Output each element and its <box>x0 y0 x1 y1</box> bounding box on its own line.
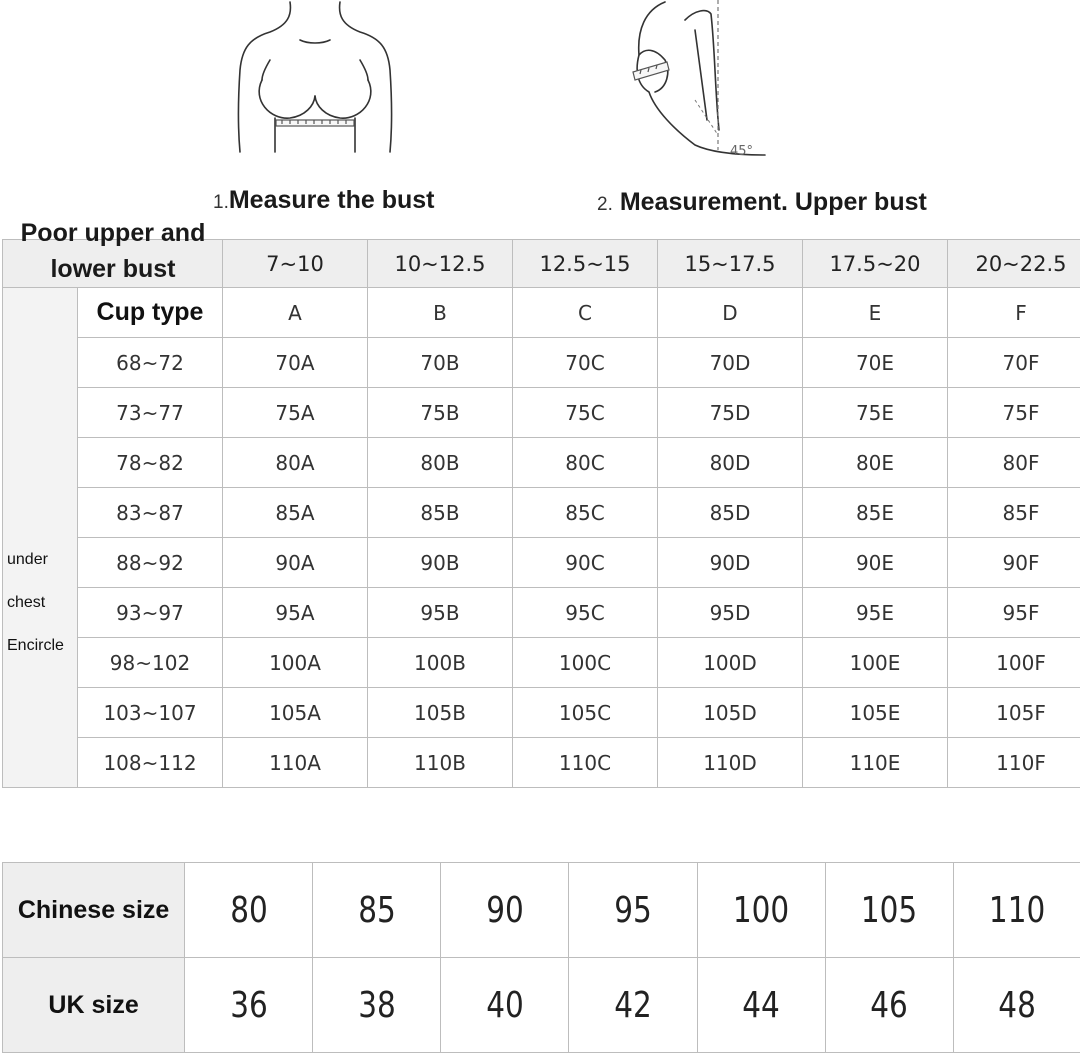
size-cell: 110C <box>513 738 658 788</box>
band-range-cell: 83~87 <box>78 488 223 538</box>
size-cell: 90D <box>658 538 803 588</box>
size-cell: 80B <box>368 438 513 488</box>
uk-size-cell: 38 <box>324 958 429 1053</box>
chinese-size-cell: 100 <box>709 863 814 958</box>
difference-cell: 15~17.5 <box>658 240 803 288</box>
size-cell: 75E <box>803 388 948 438</box>
size-cell: 105E <box>803 688 948 738</box>
size-cell: 85A <box>223 488 368 538</box>
size-cell: 85E <box>803 488 948 538</box>
bra-size-chart <box>2 239 1080 788</box>
table-row <box>3 488 1080 538</box>
size-cell: 100A <box>223 638 368 688</box>
size-cell: 75C <box>513 388 658 438</box>
size-cell: 90F <box>948 538 1080 588</box>
size-cell: 100B <box>368 638 513 688</box>
band-range-cell: 88~92 <box>78 538 223 588</box>
band-range-cell: 68~72 <box>78 338 223 388</box>
band-range-cell: 78~82 <box>78 438 223 488</box>
difference-cell: 20~22.5 <box>948 240 1080 288</box>
cup-cell: E <box>803 288 948 338</box>
table-row <box>3 338 1080 388</box>
size-cell: 95B <box>368 588 513 638</box>
side-torso-tape-icon <box>615 0 785 165</box>
cup-cell: B <box>368 288 513 338</box>
size-cell: 75F <box>948 388 1080 438</box>
corner-label: Poor upper and lower bust <box>20 219 206 283</box>
size-cell: 70B <box>368 338 513 388</box>
size-cell: 75A <box>223 388 368 438</box>
table-row <box>3 438 1080 488</box>
size-cell: 100E <box>803 638 948 688</box>
size-cell: 105C <box>513 688 658 738</box>
table-row <box>3 538 1080 588</box>
size-cell: 105A <box>223 688 368 738</box>
step-2-number: 2. <box>597 194 613 215</box>
size-cell: 95A <box>223 588 368 638</box>
side-label-line: chest <box>7 594 46 611</box>
band-range-cell: 108~112 <box>78 738 223 788</box>
size-cell: 90E <box>803 538 948 588</box>
chinese-size-cell: 105 <box>837 863 942 958</box>
size-cell: 80D <box>658 438 803 488</box>
table-row <box>3 388 1080 438</box>
size-cell: 110F <box>948 738 1080 788</box>
size-cell: 80F <box>948 438 1080 488</box>
size-cell: 80C <box>513 438 658 488</box>
size-cell: 95E <box>803 588 948 638</box>
band-range-cell: 98~102 <box>78 638 223 688</box>
size-cell: 100F <box>948 638 1080 688</box>
size-cell: 110D <box>658 738 803 788</box>
size-cell: 85C <box>513 488 658 538</box>
cup-cell: C <box>513 288 658 338</box>
uk-size-cell: 40 <box>452 958 557 1053</box>
uk-size-cell: 36 <box>196 958 301 1053</box>
size-cell: 80A <box>223 438 368 488</box>
size-cell: 70D <box>658 338 803 388</box>
size-cell: 85D <box>658 488 803 538</box>
size-cell: 95F <box>948 588 1080 638</box>
size-cell: 80E <box>803 438 948 488</box>
front-torso-tape-icon <box>230 0 400 160</box>
size-cell: 70F <box>948 338 1080 388</box>
table-row <box>3 638 1080 688</box>
difference-cell: 12.5~15 <box>513 240 658 288</box>
band-range-cell: 103~107 <box>78 688 223 738</box>
uk-size-cell: 42 <box>581 958 686 1053</box>
size-cell: 110E <box>803 738 948 788</box>
size-cell: 70C <box>513 338 658 388</box>
difference-cell: 17.5~20 <box>803 240 948 288</box>
size-cell: 85B <box>368 488 513 538</box>
chinese-size-cell: 90 <box>452 863 557 958</box>
under-chest-label <box>3 288 78 788</box>
size-cell: 90A <box>223 538 368 588</box>
chinese-size-label: Chinese size <box>3 863 185 958</box>
size-cell: 100D <box>658 638 803 688</box>
uk-size-label: UK size <box>3 958 185 1053</box>
step-1-number: 1. <box>213 192 229 213</box>
size-cell: 75D <box>658 388 803 438</box>
step-2-caption <box>597 188 927 217</box>
size-cell: 85F <box>948 488 1080 538</box>
table-row <box>3 688 1080 738</box>
band-range-cell: 73~77 <box>78 388 223 438</box>
cup-type-row <box>3 288 1080 338</box>
table-row <box>3 588 1080 638</box>
size-conversion-table <box>2 862 1080 1053</box>
size-cell: 105F <box>948 688 1080 738</box>
table-row <box>3 738 1080 788</box>
step-1-label: Measure the bust <box>228 186 435 214</box>
size-cell: 105B <box>368 688 513 738</box>
uk-size-cell: 48 <box>965 958 1070 1053</box>
side-label-line: Encircle <box>7 637 64 654</box>
size-cell: 90B <box>368 538 513 588</box>
cup-cell: D <box>658 288 803 338</box>
size-cell: 100C <box>513 638 658 688</box>
size-cell: 70E <box>803 338 948 388</box>
size-cell: 70A <box>223 338 368 388</box>
side-label-line: under <box>7 551 48 568</box>
chinese-size-cell: 110 <box>965 863 1070 958</box>
chinese-size-cell: 80 <box>196 863 301 958</box>
band-range-cell: 93~97 <box>78 588 223 638</box>
cup-cell: F <box>948 288 1080 338</box>
size-cell: 110B <box>368 738 513 788</box>
difference-cell: 10~12.5 <box>368 240 513 288</box>
size-cell: 90C <box>513 538 658 588</box>
size-cell: 75B <box>368 388 513 438</box>
size-cell: 105D <box>658 688 803 738</box>
step-1-caption <box>213 186 434 215</box>
step-2-label: Measurement. Upper bust <box>619 188 927 216</box>
size-cell: 110A <box>223 738 368 788</box>
uk-size-cell: 46 <box>837 958 942 1053</box>
chinese-size-cell: 85 <box>324 863 429 958</box>
chinese-size-row <box>3 863 1080 958</box>
size-cell: 95D <box>658 588 803 638</box>
cup-cell: A <box>223 288 368 338</box>
chinese-size-cell: 95 <box>581 863 686 958</box>
size-cell: 95C <box>513 588 658 638</box>
difference-cell: 7~10 <box>223 240 368 288</box>
angle-label: 45° <box>730 144 754 159</box>
uk-size-row <box>3 958 1080 1053</box>
cup-type-label: Cup type <box>78 288 223 338</box>
uk-size-cell: 44 <box>709 958 814 1053</box>
